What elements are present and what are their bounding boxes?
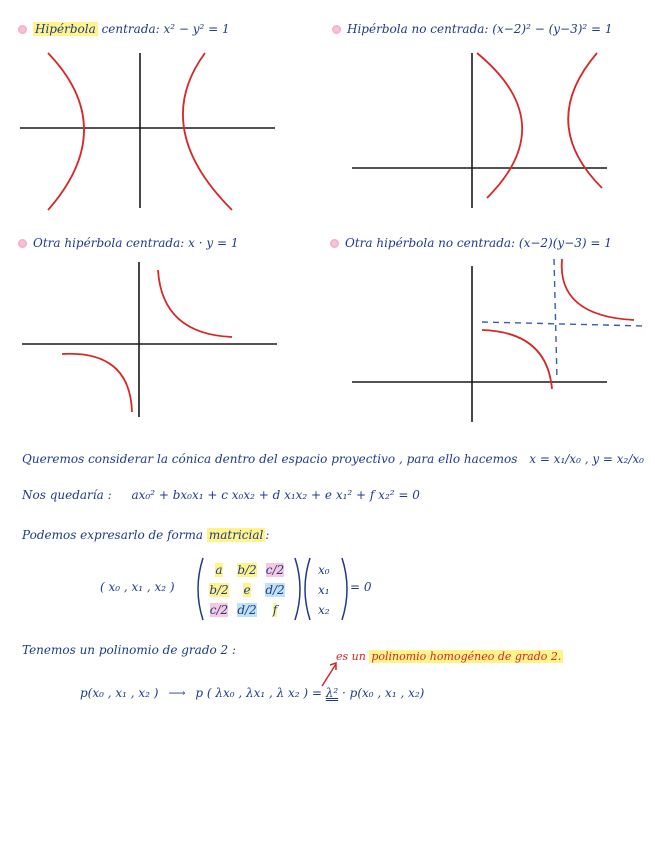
- line3-text-b: :: [265, 528, 270, 542]
- matrix-row-1: [205, 560, 289, 580]
- graph2-left-branch: [477, 53, 522, 198]
- line5-arrow: ⟶: [168, 686, 186, 700]
- matrix-cell: c/2: [265, 563, 285, 577]
- graph2-title-label: Hipérbola no centrada:: [347, 22, 489, 36]
- graph1-title: [18, 22, 230, 36]
- flower-bullet-icon: [18, 25, 27, 34]
- vector-row: ( x₀ , x₁ , x₂ ): [100, 580, 175, 594]
- line5-mid: p ( λx₀ , λx₁ , λ x₂ ) =: [195, 686, 322, 700]
- vector-cell: x₂: [318, 603, 330, 617]
- matrix-cell: a: [215, 563, 223, 577]
- flower-bullet-icon: [330, 239, 339, 248]
- graph4-title-rest: (x−2)(y−3) = 1: [518, 236, 612, 250]
- graph1-title-label: Hipérbola: [35, 22, 96, 36]
- line1-text: Queremos considerar la cónica dentro del espacio proyectivo , para ello hacemos: [22, 452, 518, 466]
- graph1-title-rest: centrada: x² − y² = 1: [101, 22, 230, 36]
- graph3-plot: [22, 262, 282, 422]
- graph3-title-rest: x · y = 1: [188, 236, 239, 250]
- matrix-cell: b/2: [209, 583, 229, 597]
- text-line4: Tenemos un polinomio de grado 2 :: [22, 643, 237, 657]
- matrix-cell: b/2: [237, 563, 257, 577]
- flower-bullet-icon: [18, 239, 27, 248]
- matrix-cell: f: [272, 603, 278, 617]
- graph4-title-label: Otra hipérbola no centrada:: [345, 236, 516, 250]
- line3-highlight: matricial: [208, 528, 264, 542]
- graph3-title: [18, 236, 238, 250]
- graph3-upper-branch: [158, 270, 232, 337]
- line5-left: p(x₀ , x₁ , x₂ ): [80, 686, 159, 700]
- line2-label: Nos quedaría :: [22, 488, 112, 502]
- flower-bullet-icon: [332, 25, 341, 34]
- graph4-lower-branch: [482, 330, 552, 389]
- graph2-title-rest: (x−2)² − (y−3)² = 1: [492, 22, 613, 36]
- graph4-plot: [352, 254, 652, 424]
- graph2-plot: [352, 48, 622, 218]
- matrix-cell: d/2: [237, 603, 257, 617]
- vector-cell: x₁: [318, 583, 330, 597]
- matrix-equals: = 0: [350, 580, 372, 594]
- line3-text-a: Podemos expresarlo de forma: [22, 528, 204, 542]
- homogeneous-note: [336, 650, 563, 663]
- line2-equation: ax₀² + bx₀x₁ + c x₀x₂ + d x₁x₂ + e x₁² + f x₂² = 0: [131, 488, 420, 502]
- note-pre: es un: [336, 650, 366, 663]
- text-line1: [22, 452, 644, 466]
- matrix-cell: e: [243, 583, 251, 597]
- graph1-plot: [20, 48, 280, 218]
- line1-equation: x = x₁/x₀ , y = x₂/x₀: [529, 452, 644, 466]
- line5-right: · p(x₀ , x₁ , x₂): [342, 686, 425, 700]
- graph1-left-branch: [48, 53, 84, 210]
- graph3-lower-branch: [62, 354, 132, 412]
- graph4-title: [330, 236, 612, 250]
- line5-lambda: λ²: [325, 686, 339, 700]
- coefficient-matrix: [205, 560, 289, 620]
- text-line2: [22, 488, 420, 502]
- graph2-title: [332, 22, 613, 36]
- graph1-right-branch: [183, 53, 232, 210]
- note-highlight: polinomio homogéneo de grado 2.: [371, 650, 562, 663]
- text-line5: [80, 686, 424, 700]
- graph4-vertical-asymptote: [554, 259, 557, 379]
- vector-cell: x₀: [318, 563, 330, 577]
- graph4-upper-branch: [562, 259, 634, 320]
- graph4-horizontal-asymptote: [482, 322, 645, 326]
- text-line3: [22, 528, 269, 542]
- matrix-cell: d/2: [265, 583, 285, 597]
- matrix-row-2: [205, 580, 289, 600]
- graph3-title-label: Otra hipérbola centrada:: [33, 236, 185, 250]
- vector-column: [318, 560, 330, 620]
- matrix-cell: c/2: [209, 603, 229, 617]
- matrix-row-3: [205, 600, 289, 620]
